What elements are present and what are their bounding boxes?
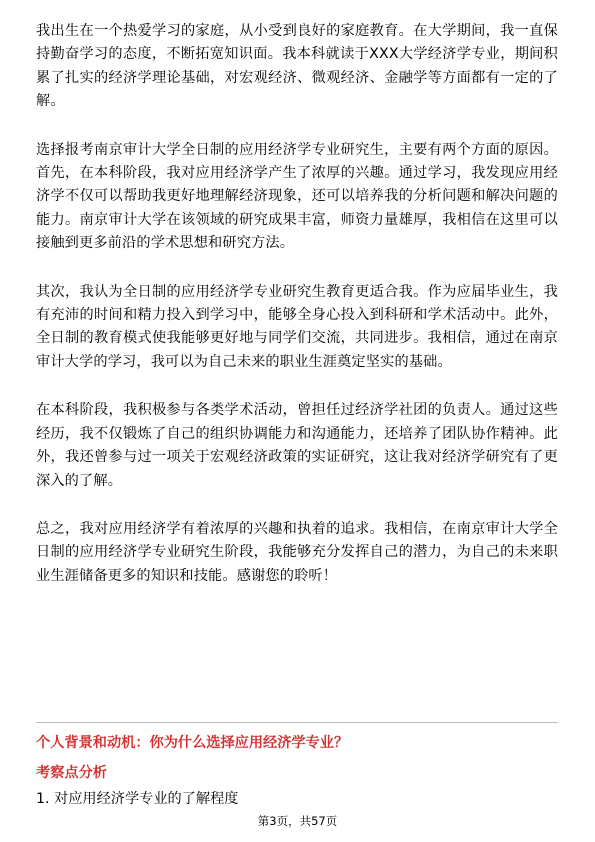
analysis-list-item: 1. 对应用经济学专业的了解程度 bbox=[36, 791, 239, 807]
question-heading: 个人背景和动机：你为什么选择应用经济学专业？ bbox=[36, 735, 349, 751]
paragraph-background: 我出生在一个热爱学习的家庭，从小受到良好的家庭教育。在大学期间，我一直保持勤奋学习的态度，不断拓宽知识面。我本科就读于XXX大学经济学专业，期间积累了扎实的经济学理论基础，对宏观经济、微观经济、金融学等方面都有一定的了解。 bbox=[36, 23, 558, 110]
page-number: 第3页，共57页 bbox=[257, 814, 338, 828]
paragraph-reasons: 选择报考南京审计大学全日制的应用经济学专业研究生，主要有两个方面的原因。首先，在本科阶段，我对应用经济学产生了浓厚的兴趣。通过学习，我发现应用经济学不仅可以帮助我更好地理解经济现象，还可以培养我的分析问题和解决问题的能力。南京审计大学在该领域的研究成果丰富，师资力量雄厚，我相信在这里可以接触到更多前沿的学术思想和研究方法。 bbox=[36, 141, 558, 252]
paragraph-fulltime: 其次，我认为全日制的应用经济学专业研究生教育更适合我。作为应届毕业生，我有充沛的时间和精力投入到学习中，能够全身心投入到科研和学术活动中。此外，全日制的教育模式使我能够更好地与同学们交流，共同进步。我相信，通过在南京审计大学的学习，我可以为自己未来的职业生涯奠定坚实的基础。 bbox=[36, 283, 558, 370]
body-text bbox=[36, 20, 558, 588]
paragraph-activities: 在本科阶段，我积极参与各类学术活动，曾担任过经济学社团的负责人。通过这些经历，我不仅锻炼了自己的组织协调能力和沟通能力，还培养了团队协作精神。此外，我还曾参与过一项关于宏观经济政策的实证研究，这让我对经济学研究有了更深入的了解。 bbox=[36, 402, 558, 489]
paragraph-conclusion: 总之，我对应用经济学有着浓厚的兴趣和执着的追求。我相信，在南京审计大学全日制的应用经济学专业研究生阶段，我能够充分发挥自己的潜力，为自己的未来职业生涯储备更多的知识和技能。感谢您的聆听！ bbox=[36, 520, 558, 584]
analysis-heading: 考察点分析 bbox=[36, 765, 107, 781]
section-divider bbox=[36, 722, 558, 723]
